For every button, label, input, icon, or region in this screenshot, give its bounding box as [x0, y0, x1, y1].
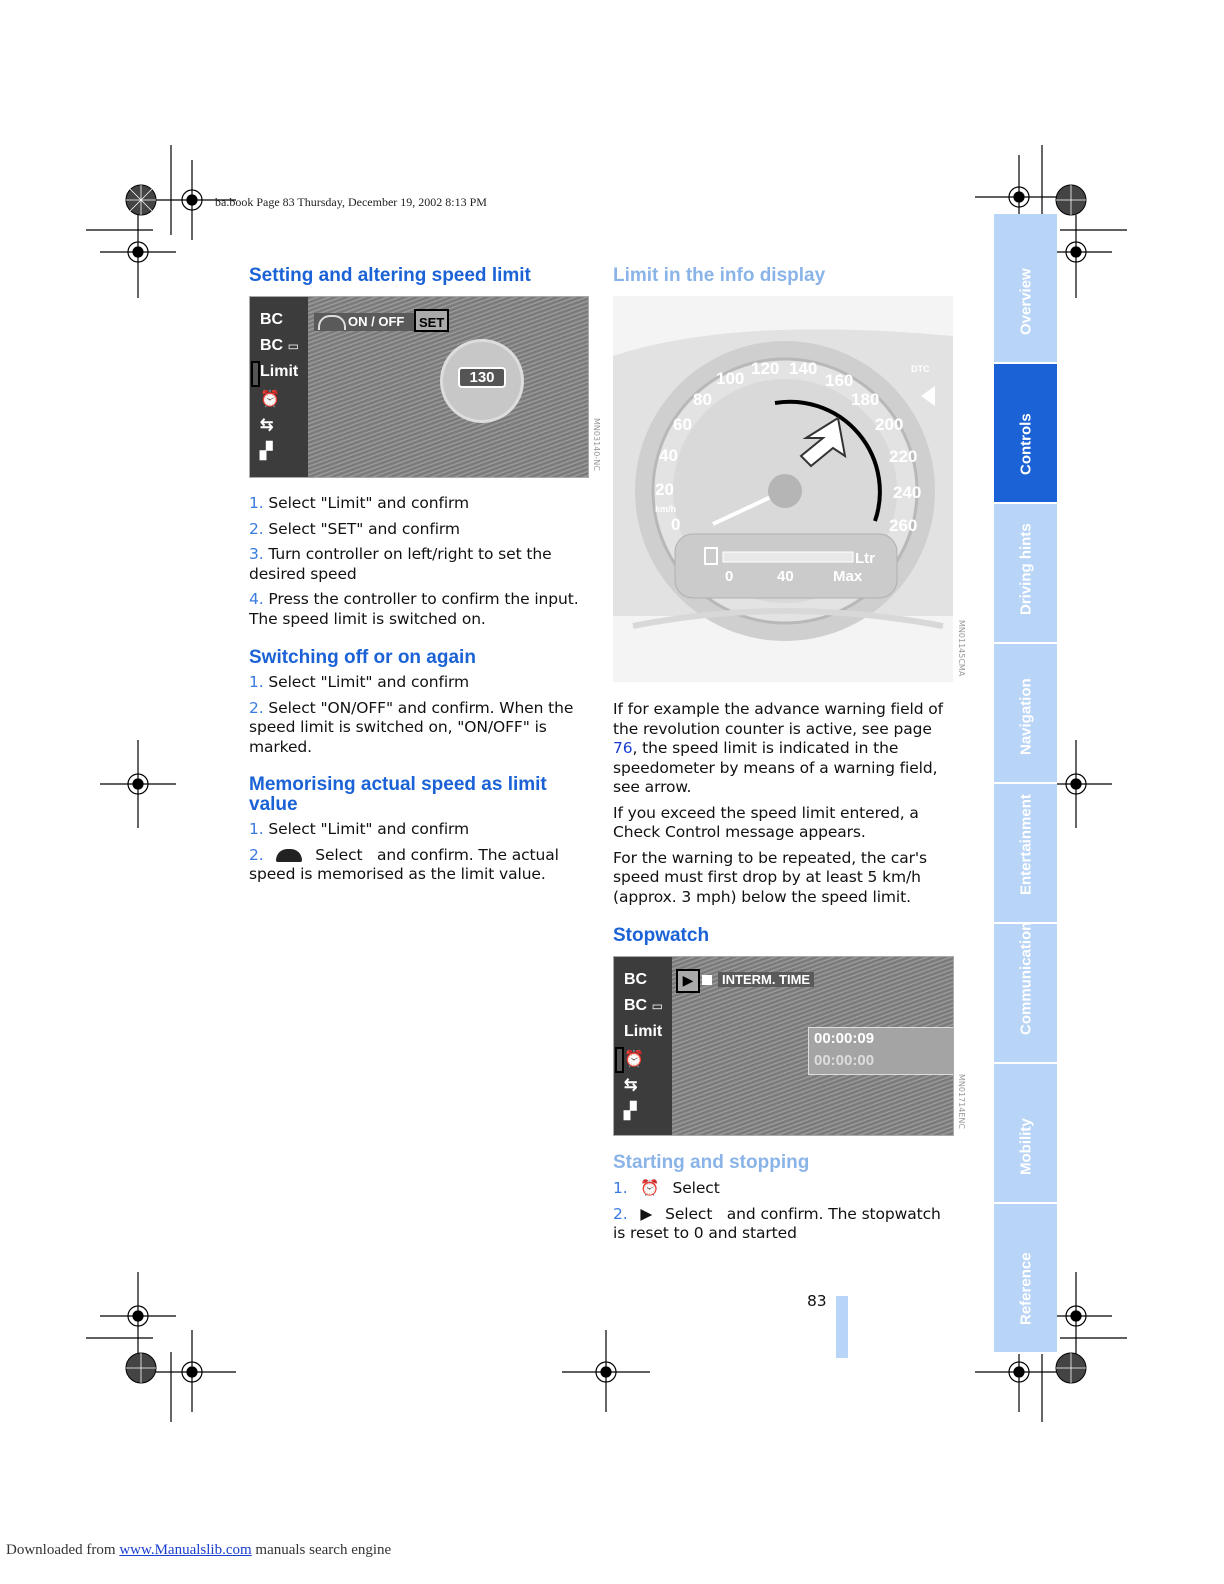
menu-item-limit: Limit: [260, 363, 299, 380]
image-id: MN01714ENC: [957, 1074, 966, 1129]
paragraph-1: If for example the advance warning field of the revolution counter is active, see page 76, the speed limit is indicated in the speedometer by means of a warning field, see arrow.: [613, 700, 944, 796]
fuel-label-max: Max: [833, 568, 863, 585]
speedometer-icon: [318, 315, 346, 330]
tab-navigation[interactable]: Navigation: [994, 644, 1057, 784]
steps-switching: [249, 673, 594, 757]
tick-120: 120: [751, 359, 780, 378]
step-3: 3. Turn controller on left/right to set the desired speed: [249, 545, 552, 583]
alarm-clock-icon: ⏰: [260, 391, 280, 408]
side-menu: [250, 297, 308, 477]
car-settings-icon: ▞: [260, 443, 273, 460]
tab-controls[interactable]: Controls: [994, 364, 1057, 504]
step-2: 2. Select "SET" and confirm: [249, 519, 460, 538]
trip-icon: ⇆: [260, 417, 274, 434]
tick-140: 140: [789, 359, 818, 378]
tick-40: 40: [659, 446, 678, 465]
tab-driving-hints[interactable]: Driving hints: [994, 504, 1057, 644]
fuel-unit: Ltr: [855, 550, 875, 567]
tick-160: 160: [825, 371, 854, 390]
play-icon: ▶: [640, 1204, 653, 1223]
steps-setting: [249, 494, 594, 629]
menu-item-bc-timer: BC ▭: [260, 337, 299, 354]
on-off-label: ON / OFF: [348, 314, 405, 329]
trip-icon: ⇆: [624, 1077, 638, 1094]
alarm-clock-icon: ⏰: [640, 1179, 660, 1197]
page-bar: [836, 1296, 848, 1358]
image-id: MN03140-NC: [592, 418, 601, 471]
dtc-label: DTC: [911, 364, 930, 374]
tick-180: 180: [851, 390, 880, 409]
tick-20: 20: [655, 480, 674, 499]
page-number: 83: [807, 1292, 827, 1310]
heading-switching-off: Switching off or on again: [249, 647, 476, 668]
tick-100: 100: [716, 369, 745, 388]
side-menu: [614, 957, 672, 1135]
set-label: SET: [414, 309, 449, 332]
heading-limit-info-display: Limit in the info display: [613, 265, 826, 286]
paragraph-3: For the warning to be repeated, the car's speed must first drop by at least 5 km/h (approx. 3 mph) below the speed limit.: [613, 848, 928, 906]
info-display-text: [613, 700, 953, 907]
step-2: 2. Select "ON/OFF" and confirm. When the speed limit is switched on, "ON/OFF" is marked.: [249, 698, 574, 756]
menu-item-bc: BC: [260, 311, 284, 328]
menu-item-limit: Limit: [624, 1023, 663, 1040]
step-1: 1. ⏰ Select: [613, 1179, 720, 1197]
heading-setting-speed-limit: Setting and altering speed limit: [249, 265, 531, 286]
tick-80: 80: [693, 390, 712, 409]
tab-reference[interactable]: Reference: [994, 1204, 1057, 1354]
play-icon: ▶: [676, 969, 700, 993]
fuel-label-0: 0: [725, 568, 734, 585]
menu-item-bc: BC: [624, 971, 648, 988]
fuel-label-40: 40: [777, 568, 794, 585]
tab-entertainment[interactable]: Entertainment: [994, 784, 1057, 924]
steps-memorising: [249, 820, 594, 885]
heading-starting-stopping: Starting and stopping: [613, 1152, 810, 1173]
limit-value: 130: [458, 367, 506, 388]
step-1: 1. Select "Limit" and confirm: [249, 494, 470, 512]
step-1: 1. Select "Limit" and confirm: [249, 673, 470, 691]
step-2: 2. Select and confirm. The actual speed is memorised as the limit value.: [249, 845, 559, 883]
unit-kmh: km/h: [655, 504, 677, 514]
tick-240: 240: [893, 483, 922, 502]
page-link[interactable]: 76: [613, 739, 633, 757]
limit-menu-screen: [249, 296, 589, 478]
instrument-cluster-image: [613, 296, 953, 682]
manualslib-link[interactable]: www.Manualslib.com: [119, 1542, 252, 1558]
image-id: MN01145CMA: [957, 620, 966, 677]
step-2: 2. ▶ Select and confirm. The stopwatch is reset to 0 and started: [613, 1204, 941, 1242]
speedometer-icon: [276, 849, 302, 862]
time-current: 00:00:09: [814, 1030, 875, 1047]
tick-260: 260: [889, 516, 918, 535]
alarm-clock-icon: ⏰: [624, 1051, 644, 1068]
car-settings-icon: ▞: [624, 1103, 637, 1120]
tab-mobility[interactable]: Mobility: [994, 1064, 1057, 1204]
heading-stopwatch: Stopwatch: [613, 925, 710, 946]
tick-220: 220: [889, 447, 918, 466]
tab-overview[interactable]: Overview: [994, 214, 1057, 364]
step-4: 4. Press the controller to confirm the input. The speed limit is switched on.: [249, 590, 579, 628]
time-intermediate: 00:00:00: [814, 1052, 875, 1069]
tab-communication[interactable]: Communication: [994, 924, 1057, 1064]
tick-0: 0: [671, 515, 681, 534]
footer: Downloaded from www.Manualslib.com manuals search engine: [6, 1542, 392, 1558]
steps-stopwatch: [613, 1179, 953, 1244]
menu-item-bc-timer: BC ▭: [624, 997, 663, 1014]
interm-time-label: INTERM. TIME: [718, 972, 814, 987]
heading-memorising: Memorising actual speed as limit value: [249, 774, 547, 815]
file-header: ba.book Page 83 Thursday, December 19, 2002 8:13 PM: [215, 195, 487, 209]
tick-200: 200: [875, 415, 904, 434]
stop-icon: [702, 975, 712, 985]
stopwatch-screen: [613, 956, 954, 1136]
paragraph-2: If you exceed the speed limit entered, a Check Control message appears.: [613, 803, 919, 841]
step-1: 1. Select "Limit" and confirm: [249, 820, 470, 838]
tick-60: 60: [673, 415, 692, 434]
